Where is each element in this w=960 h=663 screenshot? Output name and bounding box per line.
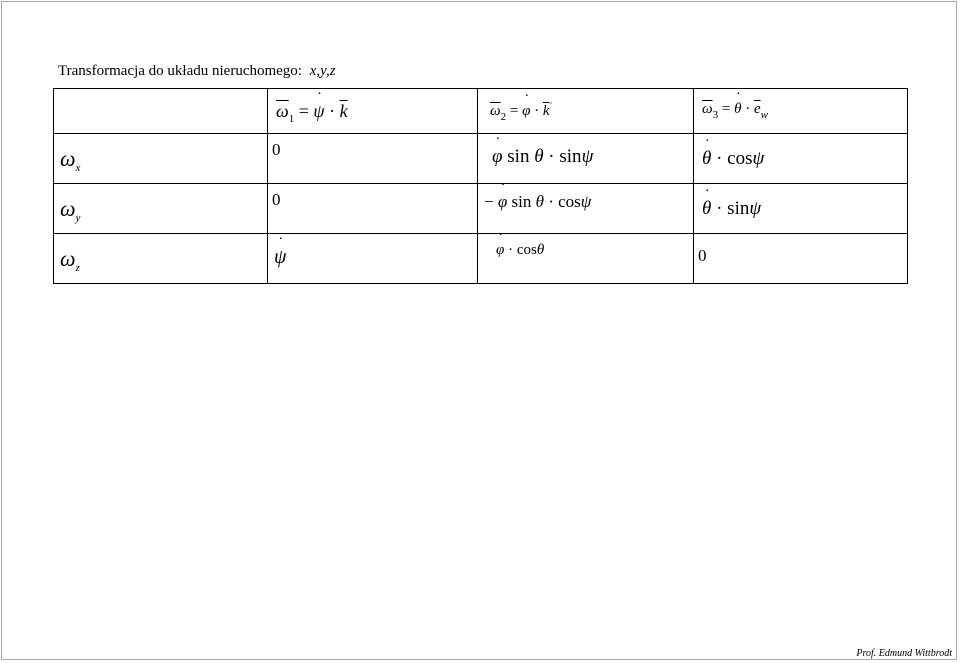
value-y-omega2	[484, 192, 591, 212]
table-row-z	[54, 234, 908, 284]
omega2-equals: =	[509, 103, 519, 119]
omega2-index: 2	[500, 111, 507, 123]
omega2-dot-op: ·	[534, 103, 540, 119]
angular-velocity-table	[53, 88, 908, 284]
page-heading	[58, 63, 336, 80]
value-y-omega1: 0	[272, 190, 281, 209]
y2-arg1: θ	[535, 192, 544, 211]
header-omega1	[268, 89, 478, 134]
header-omega3	[694, 89, 908, 134]
table-row-x	[54, 134, 908, 184]
y3-rate: θ ˙	[702, 198, 711, 220]
cell-z-omega2	[478, 234, 694, 284]
omega2-formula	[490, 101, 553, 123]
omega-z-label	[60, 246, 80, 274]
cell-x-omega1	[268, 134, 478, 184]
omega3-vector-index: w	[760, 109, 768, 121]
y2-rate: φ ˙	[498, 192, 507, 212]
omega-z-symbol: ω	[60, 246, 76, 271]
corner-cell	[54, 89, 268, 134]
x3-op: ·	[716, 148, 723, 169]
x2-func2: sin	[559, 146, 582, 167]
omega3-equals: =	[721, 101, 731, 117]
omega-x-index: x	[75, 162, 81, 174]
row-label-y	[54, 184, 268, 234]
x2-op: ·	[548, 146, 555, 167]
heading-coords: x,y,z	[309, 63, 336, 79]
heading-text: Transformacja do układu nieruchomego:	[58, 63, 302, 79]
omega3-symbol: $\overline{\omega}$	[702, 101, 713, 117]
omega2-tick: ´	[549, 101, 553, 111]
omega1-symbol: $\overline{\omega}$	[276, 101, 289, 121]
cell-z-omega1	[268, 234, 478, 284]
omega3-index: 3	[712, 109, 719, 121]
cell-x-omega3	[694, 134, 908, 184]
x3-arg: ψ	[752, 148, 765, 169]
omega-x-symbol: ω	[60, 146, 76, 171]
table-header-row	[54, 89, 908, 134]
omega3-dot-op: ·	[745, 101, 751, 117]
z1-rate: ψ ˙	[274, 246, 286, 269]
z2-op: ·	[508, 242, 514, 258]
y3-func: sin	[727, 198, 750, 219]
omega2-symbol: $\overline{\omega}$	[490, 103, 501, 119]
x2-arg1: θ	[534, 146, 544, 167]
omega3-formula	[702, 101, 768, 121]
omega-y-label	[60, 196, 80, 224]
y2-func1: sin	[511, 192, 532, 211]
value-x-omega2	[492, 146, 593, 168]
omega-y-symbol: ω	[60, 196, 76, 221]
omega2-vector: $\overline{k}$	[542, 103, 550, 119]
cell-y-omega2	[478, 184, 694, 234]
x3-rate: θ ˙	[702, 148, 711, 170]
z2-rate: φ ˙	[496, 242, 504, 259]
y2-arg2: ψ	[580, 192, 592, 211]
x3-func: cos	[727, 148, 753, 169]
value-z-omega1	[274, 246, 286, 269]
omega2-rate: φ ˙	[522, 103, 530, 120]
value-z-omega2	[496, 242, 544, 259]
y3-arg: ψ	[749, 198, 762, 219]
cell-y-omega1	[268, 184, 478, 234]
x2-func1: sin	[507, 146, 530, 167]
row-label-z	[54, 234, 268, 284]
cell-z-omega3	[694, 234, 908, 284]
y2-op: ·	[548, 192, 554, 211]
table-row-y	[54, 184, 908, 234]
z2-func: cos	[516, 242, 537, 258]
cell-y-omega3	[694, 184, 908, 234]
y3-op: ·	[716, 198, 723, 219]
omega1-rate: ψ ˙	[313, 101, 324, 122]
value-x-omega1: 0	[272, 140, 281, 159]
omega1-index: 1	[288, 113, 295, 125]
value-x-omega3	[702, 148, 764, 170]
value-z-omega3: 0	[698, 246, 707, 265]
omega3-rate: θ ˙	[734, 101, 741, 118]
value-y-omega3	[702, 198, 761, 220]
omega3-vector: $\overline{e}$	[753, 101, 761, 117]
x2-arg2: ψ	[581, 146, 594, 167]
omega1-equals: =	[298, 101, 309, 121]
omega1-vector: $\overline{k}$	[339, 101, 348, 121]
footer-author: Prof. Edmund Wittbrodt	[856, 648, 952, 659]
omega-x-label	[60, 146, 80, 174]
y2-func2: cos	[558, 192, 581, 211]
cell-x-omega2	[478, 134, 694, 184]
omega-z-index: z	[75, 262, 80, 274]
omega-y-index: y	[75, 212, 81, 224]
x2-rate: φ ˙	[492, 146, 503, 168]
omega1-dot-op: ·	[329, 101, 336, 121]
omega1-formula	[276, 101, 348, 125]
row-label-x	[54, 134, 268, 184]
header-omega2	[478, 89, 694, 134]
z2-arg: θ	[536, 242, 545, 258]
y2-sign: −	[484, 192, 494, 211]
